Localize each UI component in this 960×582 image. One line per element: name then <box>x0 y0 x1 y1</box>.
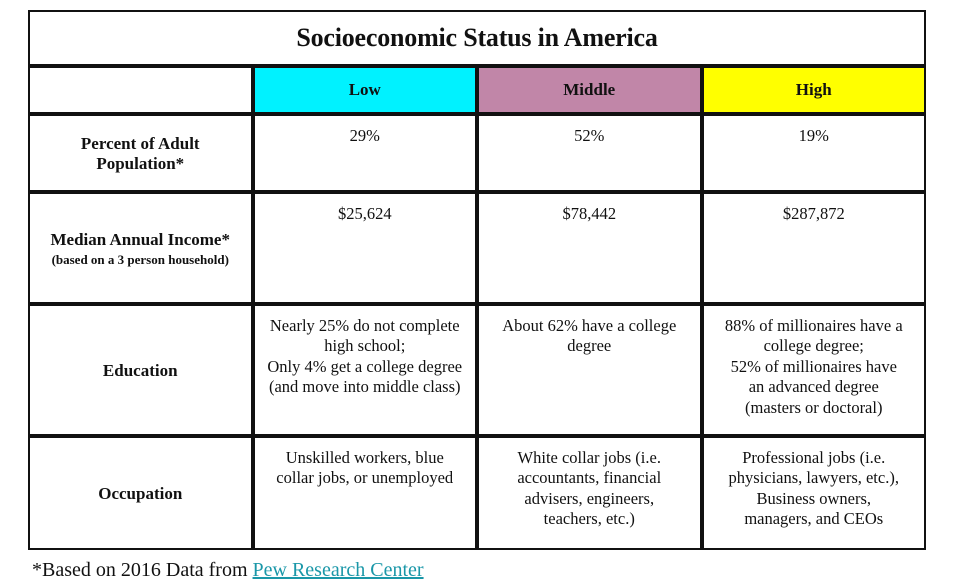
cell-line: high school; <box>324 336 406 356</box>
cell-line: 29% <box>349 126 380 145</box>
cell-line: Nearly 25% do not complete <box>269 316 460 335</box>
cell-education-high <box>702 304 927 436</box>
cell-occupation-middle <box>477 436 702 550</box>
cell-line: $78,442 <box>562 204 617 223</box>
cell-percent-middle <box>477 114 702 192</box>
cell-line: teachers, etc.) <box>543 509 635 529</box>
footnote <box>32 559 926 582</box>
cell-occupation-low <box>253 436 478 550</box>
cell-occupation-high <box>702 436 927 550</box>
cell-line: $25,624 <box>337 204 392 223</box>
header-cell-low: Low <box>253 66 478 114</box>
table-title-row <box>28 10 926 66</box>
cell-income-middle <box>477 192 702 304</box>
cell-education-middle <box>477 304 702 436</box>
cell-education-low <box>253 304 478 436</box>
row-sublabel-text: (based on a 3 person household) <box>51 252 229 268</box>
cell-line: White collar jobs (i.e. <box>517 448 661 467</box>
row-label-text: Occupation <box>98 483 183 503</box>
header-cell-high: High <box>702 66 927 114</box>
cell-line: Unskilled workers, blue <box>285 448 444 467</box>
cell-line: $287,872 <box>782 204 845 223</box>
footnote-prefix: *Based on 2016 Data from <box>32 559 253 581</box>
row-label-text: Median Annual Income* <box>50 230 230 250</box>
table-title: Socioeconomic Status in America <box>28 10 926 66</box>
cell-line: (masters or doctoral) <box>745 397 883 417</box>
cell-line: 88% of millionaires have a <box>724 316 903 335</box>
row-label-occupation <box>28 436 253 550</box>
row-label-text: Education <box>102 360 178 380</box>
cell-income-low <box>253 192 478 304</box>
cell-line: degree <box>567 336 612 356</box>
table-row-percent-of-adult-population <box>28 114 926 192</box>
cell-line: college degree; <box>763 336 864 356</box>
header-cell-middle: Middle <box>477 66 702 114</box>
row-label-education <box>28 304 253 436</box>
cell-percent-high <box>702 114 927 192</box>
socioeconomic-status-table <box>28 10 926 550</box>
cell-line: accountants, financial <box>517 468 662 488</box>
cell-line: advisers, engineers, <box>524 488 655 508</box>
cell-line: 52% <box>574 126 605 145</box>
table-header-row <box>28 66 926 114</box>
cell-line: collar jobs, or unemployed <box>276 468 454 488</box>
cell-line: About 62% have a college <box>502 316 677 335</box>
cell-line: Business owners, <box>756 488 872 508</box>
cell-percent-low <box>253 114 478 192</box>
cell-line: Professional jobs (i.e. <box>742 448 886 467</box>
cell-line: 19% <box>798 126 829 145</box>
row-label-median-annual-income <box>28 192 253 304</box>
header-cell-blank <box>28 66 253 114</box>
row-label-text: Percent of Adult Population* <box>80 133 200 173</box>
cell-line: (and move into middle class) <box>268 377 461 397</box>
cell-line: an advanced degree <box>748 377 879 397</box>
cell-line: 52% of millionaires have <box>730 356 897 376</box>
table-row-occupation <box>28 436 926 550</box>
cell-line: Only 4% get a college degree <box>267 356 463 376</box>
table-row-median-annual-income <box>28 192 926 304</box>
cell-line: physicians, lawyers, etc.), <box>728 468 899 488</box>
cell-income-high <box>702 192 927 304</box>
table-row-education <box>28 304 926 436</box>
cell-line: managers, and CEOs <box>744 509 884 529</box>
pew-research-center-link[interactable]: Pew Research Center <box>252 559 424 581</box>
row-label-percent-of-adult-population <box>28 114 253 192</box>
